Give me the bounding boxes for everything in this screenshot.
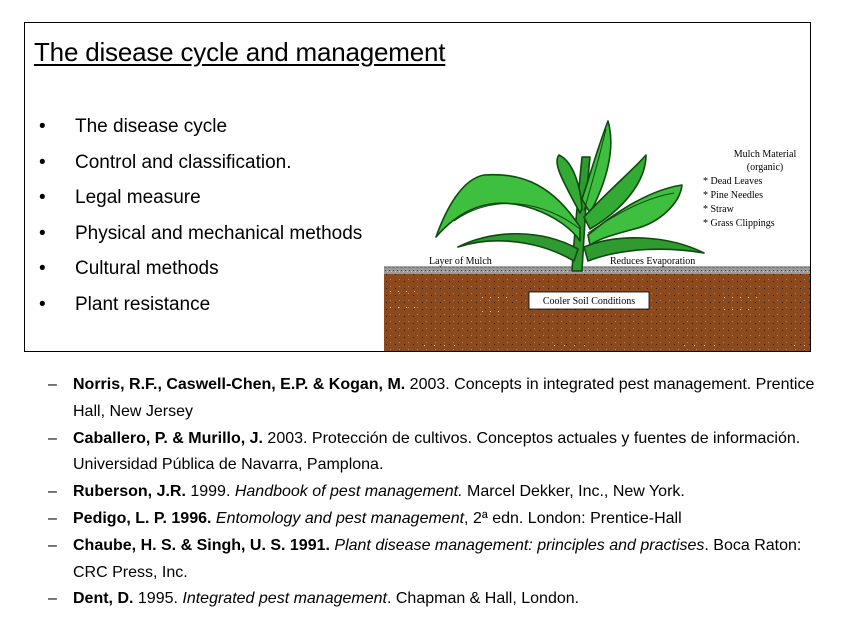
reference-publisher: , 2ª edn. London: Prentice-Hall — [464, 509, 682, 527]
soil-conditions-label: Cooler Soil Conditions — [542, 296, 636, 307]
topic-label: Legal measure — [75, 187, 201, 208]
topic-list — [39, 109, 362, 322]
bullet-marker: • — [39, 258, 46, 279]
reference-title: Protección de cultivos. Conceptos actuales y fuentes de información — [311, 429, 796, 447]
reference-publisher: Marcel Dekker, Inc., New York. — [462, 483, 685, 501]
topic-label: Plant resistance — [75, 293, 211, 315]
layer-of-mulch-label: Layer of Mulch — [429, 256, 492, 267]
reference-publisher: . Boca Raton: CRC Press, Inc. — [73, 536, 802, 581]
list-dash: – — [48, 509, 57, 527]
topic-item — [39, 216, 362, 252]
reference-publisher: . Universidad Pública de Navarra, Pamplona. — [73, 429, 801, 474]
reference-title: Integrated pest management — [182, 590, 387, 608]
reference-title: Entomology and pest management — [215, 509, 465, 527]
topic-item — [39, 109, 362, 145]
bullet-marker: • — [39, 293, 46, 315]
topic-item — [39, 251, 362, 287]
reference-title: Plant disease management: principles and practises — [334, 536, 705, 554]
reference-year: 1995. — [133, 590, 183, 608]
reference-authors: Ruberson, J.R. — [73, 483, 186, 501]
reference-title: Handbook of pest management. — [234, 483, 463, 501]
reference-item — [48, 586, 838, 613]
bullet-marker: • — [39, 222, 46, 244]
mulch-item: * Grass Clippings — [703, 218, 775, 229]
mulch-item: * Dead Leaves — [703, 176, 763, 187]
mulch-item: * Pine Needles — [703, 190, 763, 201]
evaporation-label: Reduces Evaporation — [610, 256, 696, 267]
topic-label: The disease cycle — [75, 116, 228, 137]
reference-item — [48, 533, 838, 587]
reference-publisher: . Prentice Hall, New Jersey — [73, 376, 815, 420]
list-dash: – — [48, 483, 57, 501]
topic-label: Physical and mechanical methods — [75, 222, 363, 244]
topic-label: Cultural methods — [75, 258, 219, 279]
reference-item — [48, 372, 838, 426]
reference-title: Concepts in integrated pest management — [454, 376, 747, 393]
list-dash: – — [48, 429, 57, 447]
topic-item — [39, 287, 362, 323]
reference-authors: Norris, R.F., Caswell-Chen, E.P. & Kogan, M. — [73, 376, 406, 393]
bullet-marker: • — [39, 116, 46, 137]
list-dash: – — [48, 376, 57, 393]
reference-authors: Pedigo, L. P. 1996. — [73, 509, 212, 527]
topic-item — [39, 145, 362, 181]
soil-layer — [384, 273, 811, 352]
reference-item — [48, 479, 838, 506]
mulch-layer — [384, 267, 811, 274]
plant — [436, 121, 704, 271]
reference-authors: Dent, D. — [73, 590, 134, 608]
reference-authors: Chaube, H. S. & Singh, U. S. 1991. — [73, 536, 330, 554]
reference-year: 1999. — [185, 483, 235, 501]
mulch-material-title: Mulch Material — [733, 149, 797, 160]
slide-panel — [24, 22, 811, 352]
list-dash: – — [48, 536, 57, 554]
topic-item — [39, 180, 362, 216]
reference-year: 2003. — [405, 376, 455, 393]
reference-item — [48, 426, 838, 480]
bullet-marker: • — [39, 151, 46, 173]
bullet-marker: • — [39, 187, 46, 208]
reference-item — [48, 506, 838, 533]
mulch-item: * Straw — [703, 204, 734, 215]
mulch-plant-illustration — [384, 117, 811, 352]
reference-year: 2003. — [262, 429, 312, 447]
mulch-material-subtitle: (organic) — [746, 162, 784, 173]
topic-label: Control and classification. — [75, 151, 292, 173]
list-dash: – — [48, 590, 57, 608]
slide-title: The disease cycle and management — [34, 37, 446, 67]
reference-list — [48, 372, 838, 613]
reference-publisher: . Chapman & Hall, London. — [386, 590, 580, 608]
reference-authors: Caballero, P. & Murillo, J. — [73, 429, 263, 447]
